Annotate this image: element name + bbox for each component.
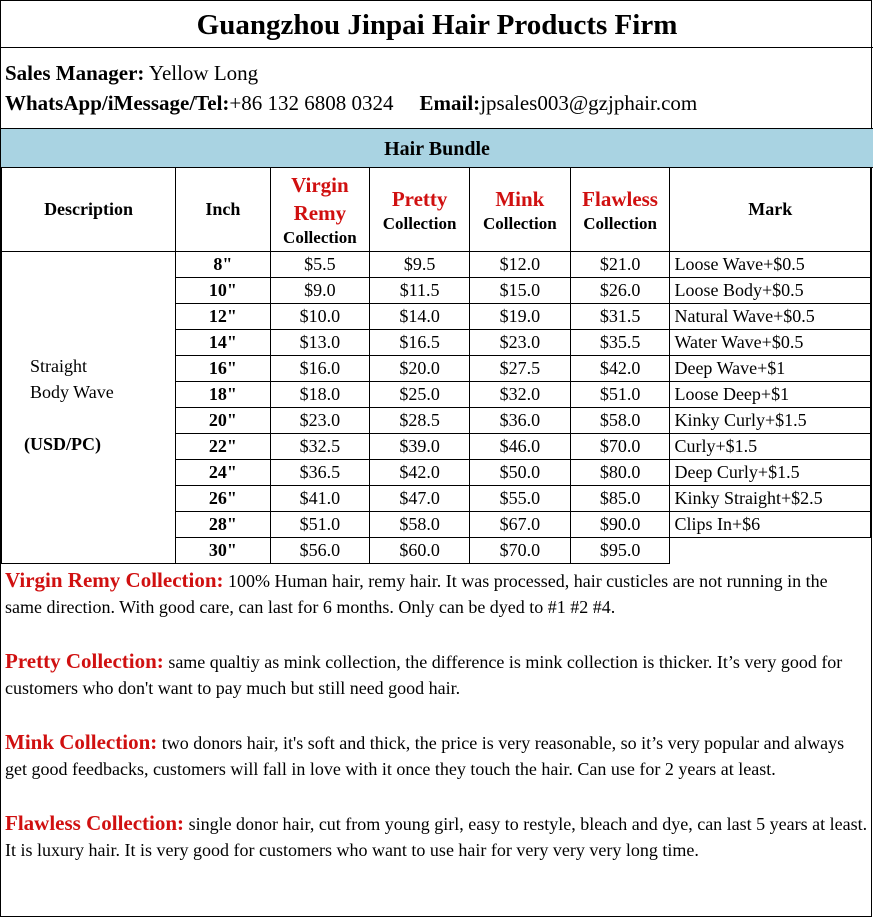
description-unit: (USD/PC) — [24, 434, 101, 454]
flawless-price-cell: $70.0 — [570, 434, 670, 460]
header-pretty-sub: Collection — [382, 213, 457, 233]
mink-price-cell: $15.0 — [469, 278, 570, 304]
mink-price-cell: $55.0 — [469, 486, 570, 512]
mark-cell: Curly+$1.5 — [670, 434, 871, 460]
pretty-price-cell: $14.0 — [370, 304, 470, 330]
mark-cell: Loose Deep+$1 — [670, 382, 871, 408]
description-line: Straight — [30, 356, 87, 376]
note-virgin-remy: Virgin Remy Collection: 100% Human hair, remy hair. It was processed, hair custicles are not running in the same direction. With good care, can last for 6 months. Only can be dyed to #1 #2 #4. — [5, 568, 828, 617]
email-label: Email: — [419, 91, 481, 115]
contact-line — [5, 89, 697, 117]
price-table — [1, 167, 871, 564]
pretty-price-cell: $20.0 — [370, 356, 470, 382]
mark-cell: Water Wave+$0.5 — [670, 330, 871, 356]
header-description: Description — [2, 168, 176, 252]
pretty-price-cell: $28.5 — [370, 408, 470, 434]
mink-price-cell: $70.0 — [469, 538, 570, 564]
flawless-price-cell: $95.0 — [570, 538, 670, 564]
sales-manager-line — [5, 59, 258, 87]
page-title: Guangzhou Jinpai Hair Products Firm — [1, 1, 873, 48]
virgin-price-cell: $51.0 — [270, 512, 370, 538]
header-pretty-red: Pretty — [391, 186, 448, 211]
mink-price-cell: $27.5 — [469, 356, 570, 382]
inch-cell: 30" — [176, 538, 270, 564]
virgin-price-cell: $13.0 — [270, 330, 370, 356]
phone-value: +86 132 6808 0324 — [229, 91, 394, 115]
flawless-price-cell: $51.0 — [570, 382, 670, 408]
inch-cell: 20" — [176, 408, 270, 434]
inch-cell: 8" — [176, 252, 270, 278]
flawless-price-cell: $90.0 — [570, 512, 670, 538]
pretty-price-cell: $42.0 — [370, 460, 470, 486]
inch-cell: 26" — [176, 486, 270, 512]
mink-price-cell: $46.0 — [469, 434, 570, 460]
phone-label: WhatsApp/iMessage/Tel: — [5, 91, 230, 115]
header-mark: Mark — [670, 168, 871, 252]
flawless-price-cell: $35.5 — [570, 330, 670, 356]
mark-cell: Deep Wave+$1 — [670, 356, 871, 382]
flawless-price-cell: $21.0 — [570, 252, 670, 278]
mink-price-cell: $36.0 — [469, 408, 570, 434]
inch-cell: 18" — [176, 382, 270, 408]
header-mink-sub: Collection — [483, 213, 557, 233]
header-virgin-line2: Remy — [293, 200, 347, 225]
inch-cell: 24" — [176, 460, 270, 486]
pretty-price-cell: $60.0 — [370, 538, 470, 564]
virgin-price-cell: $41.0 — [270, 486, 370, 512]
inch-cell: 14" — [176, 330, 270, 356]
mink-price-cell: $23.0 — [469, 330, 570, 356]
mark-cell: Loose Body+$0.5 — [670, 278, 871, 304]
description-cell — [2, 252, 176, 564]
header-flawless-sub: Collection — [583, 213, 657, 233]
pretty-price-cell: $25.0 — [370, 382, 470, 408]
table-header-row — [2, 168, 871, 252]
mink-price-cell: $50.0 — [469, 460, 570, 486]
header-virgin-sub: Collection — [283, 227, 357, 247]
note-flawless: Flawless Collection: single donor hair, cut from young girl, easy to restyle, bleach and dye, can last 5 years at least. It is luxury hair. It is very good for customers who want to use hair for very very very long time. — [5, 811, 868, 860]
pretty-price-cell: $16.5 — [370, 330, 470, 356]
flawless-price-cell: $31.5 — [570, 304, 670, 330]
header-mink — [469, 168, 570, 252]
virgin-price-cell: $32.5 — [270, 434, 370, 460]
virgin-price-cell: $56.0 — [270, 538, 370, 564]
inch-cell: 10" — [176, 278, 270, 304]
flawless-price-cell: $85.0 — [570, 486, 670, 512]
mark-cell: Clips In+$6 — [670, 512, 871, 538]
virgin-price-cell: $23.0 — [270, 408, 370, 434]
header-inch: Inch — [176, 168, 270, 252]
flawless-price-cell: $26.0 — [570, 278, 670, 304]
flawless-price-cell: $58.0 — [570, 408, 670, 434]
mink-price-cell: $67.0 — [469, 512, 570, 538]
header-mink-red: Mink — [495, 186, 545, 211]
sales-manager-name: Yellow Long — [144, 61, 259, 85]
virgin-price-cell: $16.0 — [270, 356, 370, 382]
section-title: Hair Bundle — [1, 128, 873, 168]
virgin-price-cell: $5.5 — [270, 252, 370, 278]
note-pretty: Pretty Collection: same qualtiy as mink collection, the difference is mink collection is thicker. It’s very good for customers who don't want to pay much but still need good hair. — [5, 649, 843, 698]
pretty-price-cell: $47.0 — [370, 486, 470, 512]
description-line: Body Wave — [30, 382, 114, 402]
inch-cell: 22" — [176, 434, 270, 460]
mink-price-cell: $19.0 — [469, 304, 570, 330]
mark-cell — [670, 538, 871, 564]
pretty-price-cell: $58.0 — [370, 512, 470, 538]
collection-notes — [5, 567, 869, 891]
pretty-price-cell: $9.5 — [370, 252, 470, 278]
inch-cell: 28" — [176, 512, 270, 538]
header-pretty — [370, 168, 470, 252]
mark-cell: Natural Wave+$0.5 — [670, 304, 871, 330]
header-virgin-remy — [270, 168, 370, 252]
table-row — [2, 252, 871, 278]
virgin-price-cell: $36.5 — [270, 460, 370, 486]
inch-cell: 16" — [176, 356, 270, 382]
header-flawless — [570, 168, 670, 252]
virgin-price-cell: $10.0 — [270, 304, 370, 330]
pretty-price-cell: $39.0 — [370, 434, 470, 460]
flawless-price-cell: $42.0 — [570, 356, 670, 382]
note-mink: Mink Collection: two donors hair, it's soft and thick, the price is very reasonable, so it’s very popular and always get good feedbacks, customers will fall in love with it once they touch the hair. Can use for 2 years at least. — [5, 730, 845, 779]
mark-cell: Kinky Straight+$2.5 — [670, 486, 871, 512]
flawless-price-cell: $80.0 — [570, 460, 670, 486]
pretty-price-cell: $11.5 — [370, 278, 470, 304]
header-virgin-line1: Virgin — [291, 172, 349, 197]
mark-cell: Loose Wave+$0.5 — [670, 252, 871, 278]
header-flawless-red: Flawless — [582, 186, 658, 211]
mark-cell: Deep Curly+$1.5 — [670, 460, 871, 486]
email-value: jpsales003@gzjphair.com — [480, 91, 698, 115]
mark-cell: Kinky Curly+$1.5 — [670, 408, 871, 434]
mink-price-cell: $32.0 — [469, 382, 570, 408]
inch-cell: 12" — [176, 304, 270, 330]
virgin-price-cell: $18.0 — [270, 382, 370, 408]
virgin-price-cell: $9.0 — [270, 278, 370, 304]
mink-price-cell: $12.0 — [469, 252, 570, 278]
sales-manager-label: Sales Manager: — [5, 61, 145, 85]
